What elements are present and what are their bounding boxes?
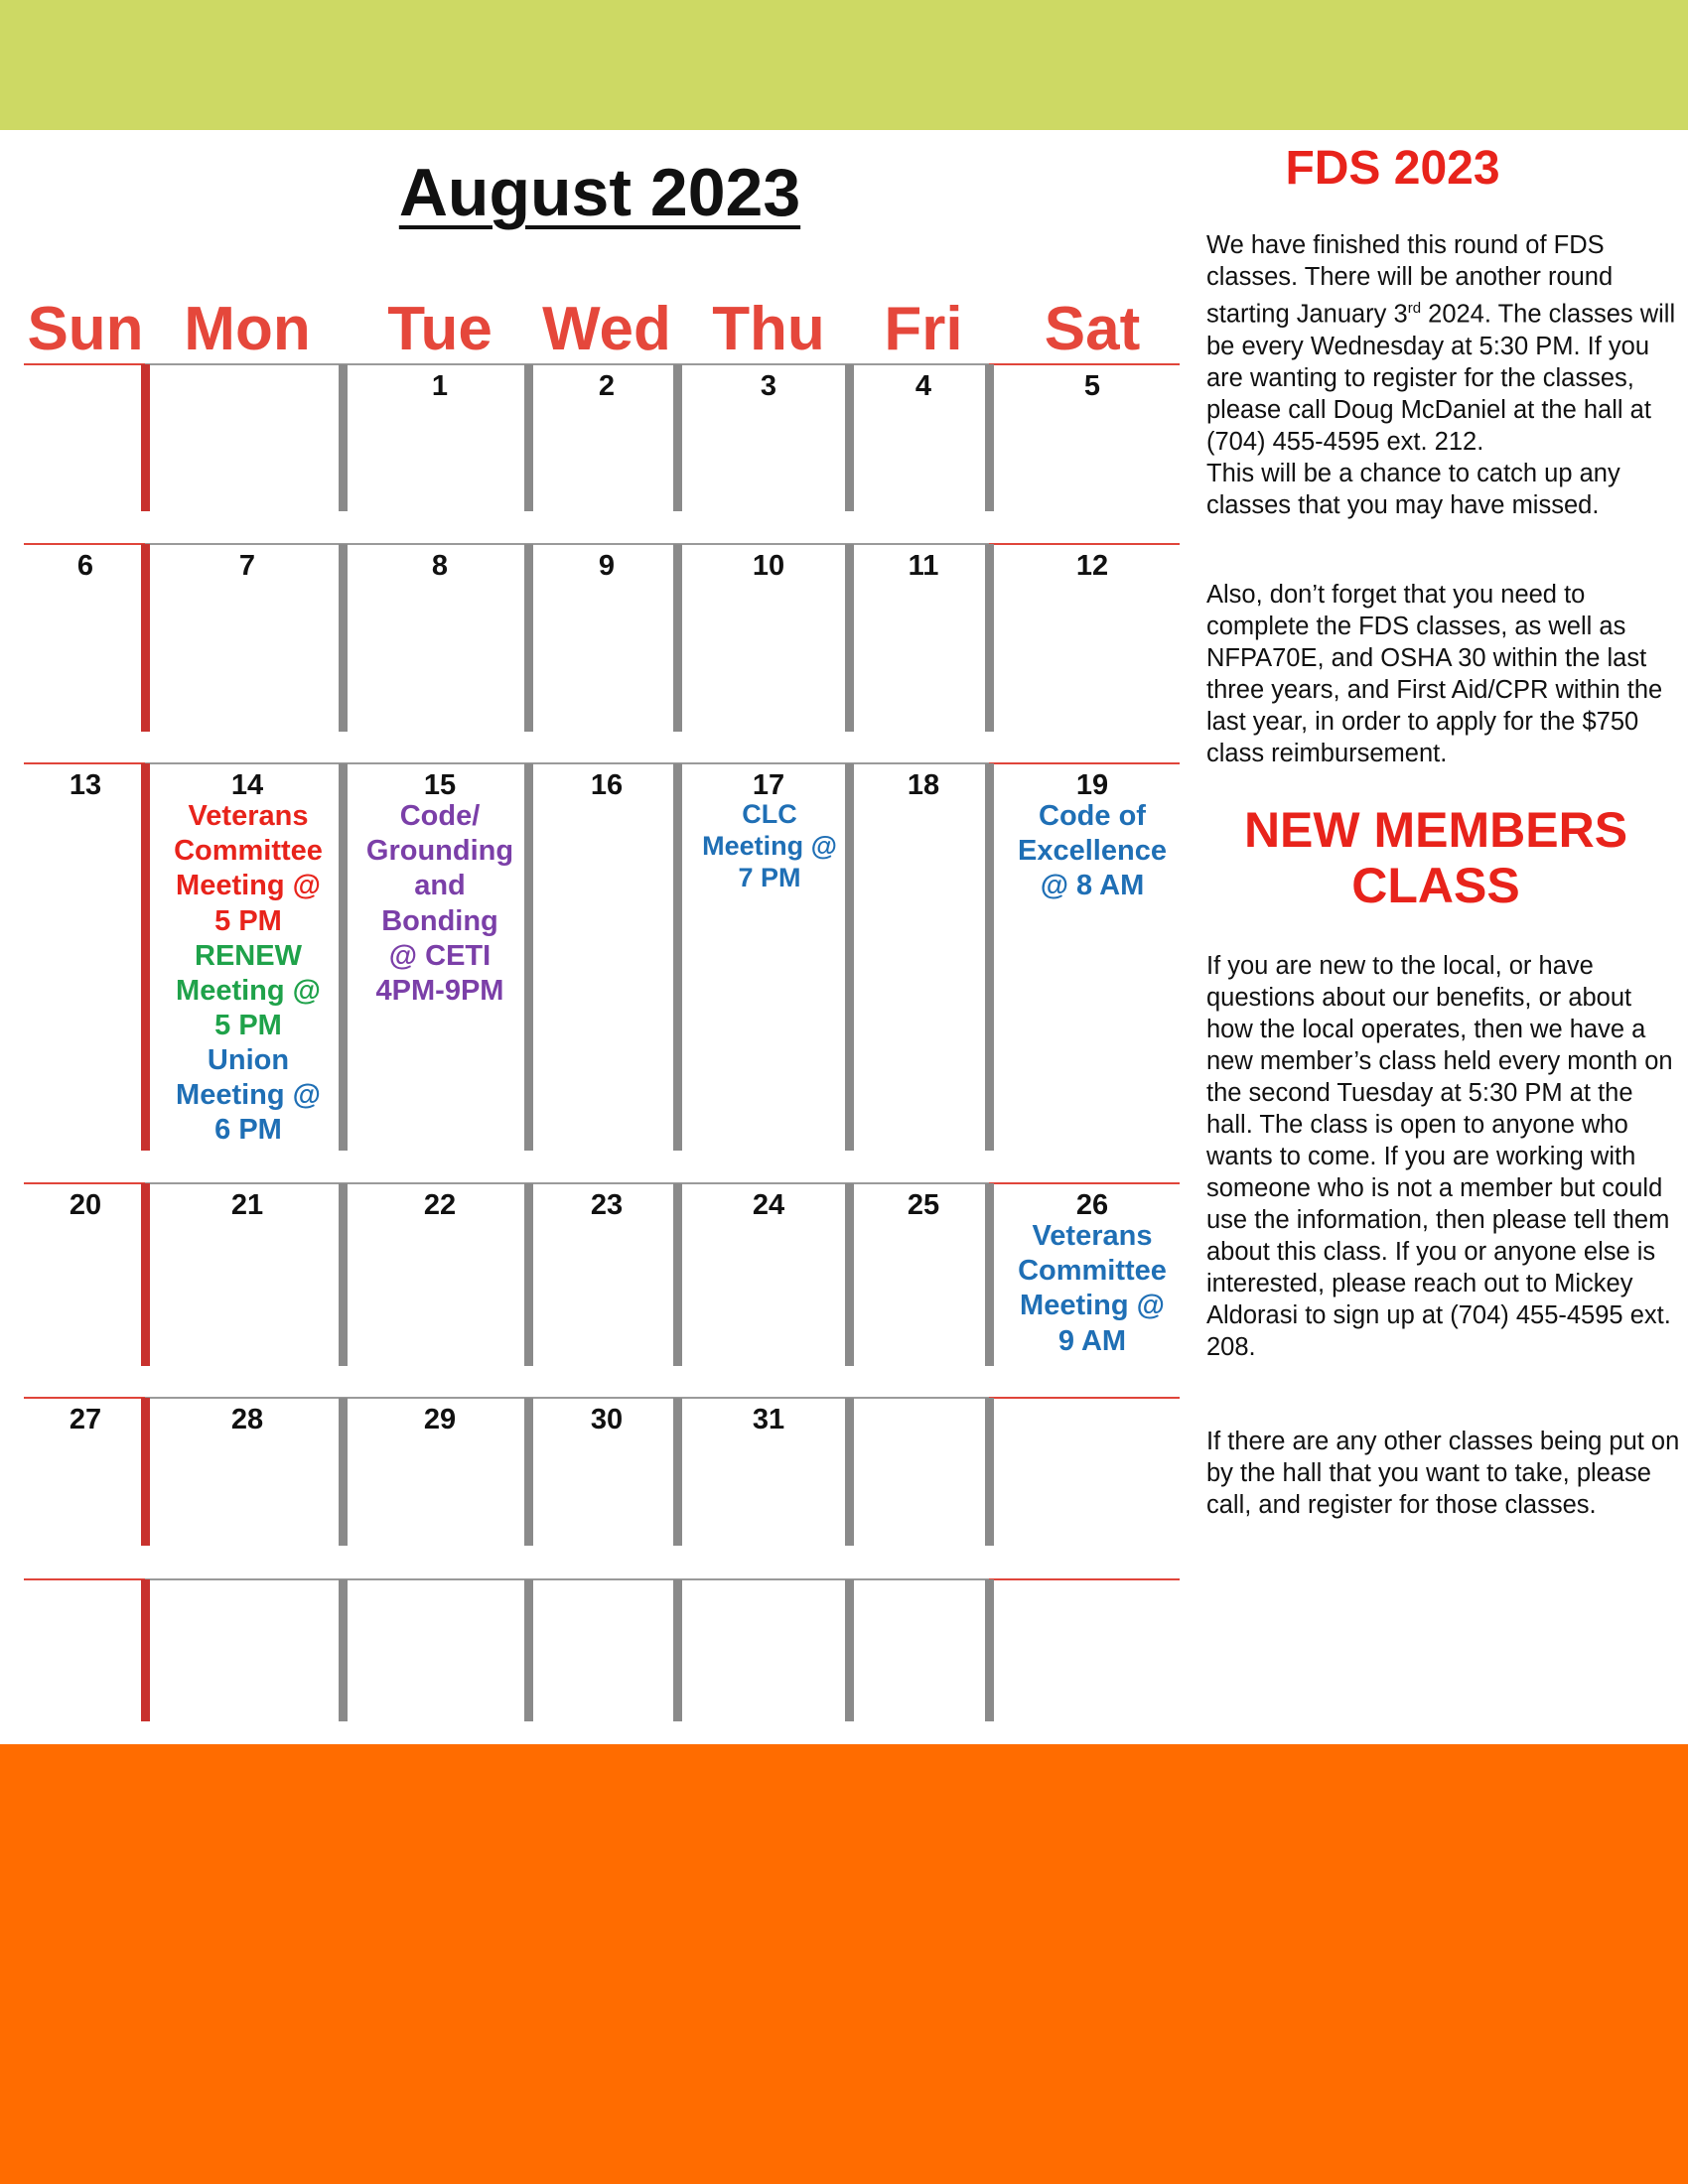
grid-column-divider [845,364,854,511]
grid-row-divider [24,1397,145,1399]
day-number: 26 [1075,1189,1109,1221]
day-number: 30 [590,1404,624,1435]
grid-column-divider [673,1183,682,1366]
grid-row-divider [24,1182,145,1184]
day-number: 31 [752,1404,785,1435]
new-members-title: NEW MEMBERS CLASS [1243,802,1628,913]
grid-column-divider [985,364,994,511]
grid-row-divider [989,543,1180,545]
grid-column-divider [673,1398,682,1546]
day-number: 2 [598,370,616,402]
calendar-title: August 2023 [398,155,801,230]
day-number: 13 [69,769,102,801]
day-number: 25 [907,1189,940,1221]
grid-row-divider [989,1578,1180,1580]
grid-row-divider [989,1397,1180,1399]
day-number: 18 [907,769,940,801]
grid-column-divider [845,1579,854,1721]
day-number: 3 [760,370,777,402]
day-number: 27 [69,1404,102,1435]
event-veterans-committee-26: Veterans Committee Meeting @ 9 AM [1018,1220,1167,1357]
grid-column-divider [141,1398,150,1546]
event-clc-meeting-17: CLC Meeting @ 7 PM [702,799,837,892]
grid-column-divider [845,1398,854,1546]
day-header-sat: Sat [1044,295,1141,363]
grid-column-divider [673,763,682,1151]
day-header-sun: Sun [27,295,144,363]
day-number: 29 [423,1404,457,1435]
day-number: 23 [590,1189,624,1221]
grid-column-divider [985,1579,994,1721]
day-number: 11 [908,550,939,582]
grid-column-divider [141,544,150,732]
grid-column-divider [339,364,348,511]
grid-column-divider [339,1398,348,1546]
event-code-of-excellence-19: Code of Excellence @ 8 AM [1018,800,1167,902]
grid-column-divider [524,544,533,732]
grid-column-divider [673,1579,682,1721]
day-number: 7 [238,550,256,582]
day-number: 16 [590,769,624,801]
grid-column-divider [673,544,682,732]
day-number: 20 [69,1189,102,1221]
event-renew-meeting-14: RENEW Meeting @ 5 PM [176,940,321,1042]
grid-column-divider [985,1398,994,1546]
day-number: 9 [598,550,616,582]
event-code-grounding-15: Code/ Grounding and Bonding @ CETI 4PM-9PM [365,800,514,1008]
grid-row-divider [989,363,1180,365]
grid-column-divider [524,1579,533,1721]
grid-column-divider [845,544,854,732]
grid-column-divider [845,763,854,1151]
grid-column-divider [845,1183,854,1366]
grid-column-divider [524,364,533,511]
event-union-meeting-14: Union Meeting @ 6 PM [176,1044,321,1147]
day-number: 6 [76,550,94,582]
day-number: 15 [423,769,457,801]
day-number: 8 [431,550,449,582]
grid-row-divider [24,543,145,545]
grid-row-divider [989,762,1180,764]
fds-paragraph-2: Also, don’t forget that you need to complete the FDS classes, as well as NFPA70E, and OSHA 30 within the last three years, and First Aid/CPR within the last year, in order to apply for the $750 class reimbursement. [1206,581,1663,767]
grid-row-divider [989,1182,1180,1184]
fds-paragraph-1-text: We have finished this round of FDS classes. There will be another round starting January 3 [1206,231,1614,329]
day-number: 17 [752,769,785,801]
day-number: 4 [914,370,932,402]
grid-column-divider [141,763,150,1151]
fds-paragraph-1-superscript: rd [1407,300,1422,317]
grid-row-divider [145,1397,989,1399]
day-number: 12 [1075,550,1109,582]
grid-column-divider [141,1183,150,1366]
other-classes-paragraph: If there are any other classes being put on by the hall that you want to take, please call, and register for those classes. [1206,1428,1680,1519]
day-number: 21 [230,1189,264,1221]
grid-row-divider [24,363,145,365]
grid-column-divider [985,1183,994,1366]
grid-row-divider [24,1578,145,1580]
day-header-mon: Mon [184,295,311,363]
grid-column-divider [339,544,348,732]
bottom-color-band [0,1744,1688,2184]
grid-row-divider [145,543,989,545]
grid-column-divider [339,1579,348,1721]
fds-paragraph-1-text-cont: 2024. The classes will be every Wednesday at 5:30 PM. If you are wanting to register for the classes, please call Doug McDaniel at the hall at (704) 455-4595 ext. 212. This will be a chance to catch up any classes that you may have missed. [1206,300,1676,519]
day-number: 24 [752,1189,785,1221]
day-header-wed: Wed [542,295,671,363]
fds-paragraph-1 [1206,229,1683,521]
grid-column-divider [985,763,994,1151]
grid-column-divider [339,763,348,1151]
event-veterans-committee-14: Veterans Committee Meeting @ 5 PM [174,800,323,937]
day-number: 10 [752,550,785,582]
day-header-tue: Tue [387,295,492,363]
grid-row-divider [145,363,989,365]
grid-column-divider [141,364,150,511]
grid-row-divider [145,1578,989,1580]
grid-row-divider [24,762,145,764]
grid-column-divider [524,1183,533,1366]
grid-row-divider [145,1182,989,1184]
day-header-fri: Fri [884,295,963,363]
day-number: 5 [1083,370,1101,402]
day-header-thu: Thu [712,295,825,363]
grid-column-divider [141,1579,150,1721]
new-members-paragraph: If you are new to the local, or have questions about our benefits, or about how the local operates, then we have a new member’s class held every month on the second Tuesday at 5:30 PM at the hall. The class is open to anyone who wants to come. If you are working with someone who is not a member but could use the information, then please tell them about this class. If you or anyone else is interested, please reach out to Mickey Aldorasi to sign up at (704) 455-4595 ext. 208. [1206,952,1673,1361]
grid-column-divider [673,364,682,511]
day-number: 22 [423,1189,457,1221]
grid-column-divider [339,1183,348,1366]
fds-title: FDS 2023 [1285,142,1500,195]
day-number: 19 [1075,769,1109,801]
day-number: 14 [230,769,264,801]
grid-row-divider [145,762,989,764]
day-number: 28 [230,1404,264,1435]
grid-column-divider [524,763,533,1151]
grid-column-divider [985,544,994,732]
day-number: 1 [431,370,449,402]
grid-column-divider [524,1398,533,1546]
